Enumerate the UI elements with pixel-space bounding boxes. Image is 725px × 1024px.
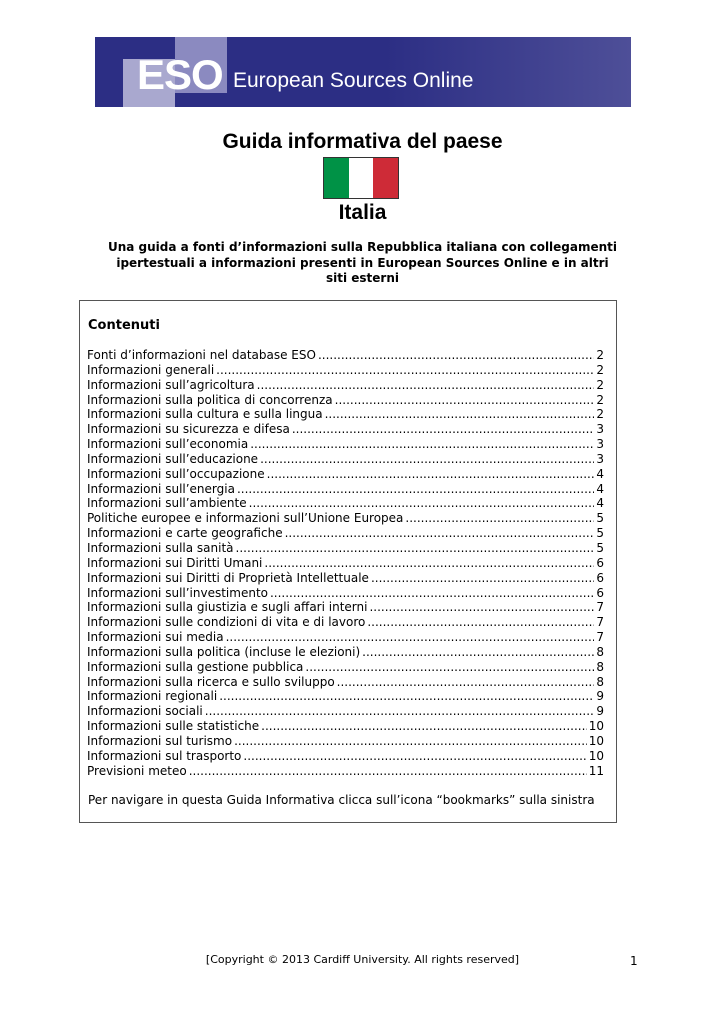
toc-entry-title[interactable]: Informazioni sulla politica (incluse le elezioni) [87,644,361,659]
toc-entry-title[interactable]: Informazioni sull’ambiente [87,496,247,511]
toc-entry-title[interactable]: Politiche europee e informazioni sull’Unione Europea [87,511,404,526]
navigation-note: Per navigare in questa Guida Informativa clicca sull’icona “bookmarks” sulla sinistra [88,793,595,807]
toc-entry[interactable] [87,630,604,645]
toc-entry-page[interactable]: 2 [596,392,604,407]
toc-entry-page[interactable]: 6 [596,555,604,570]
subtitle-line: Una guida a fonti d’informazioni sulla Repubblica italiana con collegamenti [107,240,618,254]
toc-entry-page[interactable]: 8 [596,644,604,659]
toc-entry-page[interactable]: 2 [596,377,604,392]
toc-entry-page[interactable]: 5 [596,540,604,555]
toc-entry-title[interactable]: Informazioni su sicurezza e difesa [87,422,290,437]
toc-entry-title[interactable]: Informazioni sull’economia [87,437,249,452]
toc-entry-title[interactable]: Informazioni sulla sanità [87,540,234,555]
toc-entry[interactable] [87,586,604,601]
toc-entry[interactable] [87,541,604,556]
toc-entry[interactable] [87,704,604,719]
toc-dot-leader [270,586,594,601]
toc-entry[interactable] [87,437,604,452]
toc-entry-page[interactable]: 7 [596,600,604,615]
toc-dot-leader [260,452,594,467]
toc-entry[interactable] [87,764,604,779]
toc-entry-page[interactable]: 2 [596,362,604,377]
toc-entry-page[interactable]: 6 [596,585,604,600]
toc-entry[interactable] [87,378,604,393]
toc-entry-page[interactable]: 4 [596,496,604,511]
toc-dot-leader [367,615,594,630]
toc-entry-page[interactable]: 3 [596,437,604,452]
toc-dot-leader [205,704,595,719]
toc-entry-page[interactable]: 11 [588,763,604,778]
toc-entry-title[interactable]: Informazioni sui Diritti Umani [87,555,263,570]
toc-heading: Contenuti [88,318,160,333]
table-of-contents [79,300,617,823]
toc-entry-title[interactable]: Informazioni sulla politica di concorrenza [87,392,333,407]
toc-entry[interactable] [87,660,604,675]
toc-entry-title[interactable]: Informazioni sulle condizioni di vita e di lavoro [87,615,366,630]
toc-entry[interactable] [87,600,604,615]
toc-entry[interactable] [87,749,604,764]
toc-entry-title[interactable]: Informazioni sul turismo [87,733,233,748]
toc-entry-page[interactable]: 3 [596,451,604,466]
toc-entry[interactable] [87,571,604,586]
toc-dot-leader [257,378,595,393]
page-number: 1 [630,954,638,968]
subtitle [100,240,625,287]
toc-entry-title[interactable]: Informazioni sui Diritti di Proprietà Intellettuale [87,570,369,585]
toc-entry[interactable] [87,675,604,690]
toc-dot-leader [237,482,594,497]
toc-entry-title[interactable]: Informazioni sulla cultura e sulla lingua [87,407,323,422]
toc-entry-title[interactable]: Informazioni sull’educazione [87,451,259,466]
toc-entry-page[interactable]: 10 [588,719,604,734]
toc-entry-page[interactable]: 2 [596,407,604,422]
toc-entry-page[interactable]: 4 [596,481,604,496]
italy-flag-icon [323,157,399,199]
toc-entry-page[interactable]: 9 [596,704,604,719]
toc-entry-page[interactable]: 10 [588,733,604,748]
toc-dot-leader [226,630,595,645]
toc-entry-title[interactable]: Informazioni regionali [87,689,218,704]
toc-entry[interactable] [87,734,604,749]
toc-entry[interactable] [87,526,604,541]
toc-dot-leader [337,675,595,690]
flag-green-stripe [324,158,349,198]
toc-entry-page[interactable]: 10 [588,748,604,763]
flag-red-stripe [373,158,398,198]
toc-dot-leader [234,734,587,749]
toc-dot-leader [371,571,594,586]
toc-entry-title[interactable]: Informazioni sulla giustizia e sugli affari interni [87,600,368,615]
toc-dot-leader [318,348,594,363]
toc-entry-title[interactable]: Informazioni e carte geografiche [87,526,283,541]
toc-entry[interactable] [87,393,604,408]
toc-entry-page[interactable]: 9 [596,689,604,704]
toc-list [87,348,604,778]
toc-entry[interactable] [87,348,604,363]
toc-entry-page[interactable]: 7 [596,630,604,645]
toc-entry[interactable] [87,363,604,378]
toc-entry[interactable] [87,645,604,660]
toc-dot-leader [264,556,594,571]
copyright-footer: [Copyright © 2013 Cardiff University. All rights reserved] [205,953,520,966]
toc-dot-leader [216,363,594,378]
toc-entry-page[interactable]: 8 [596,674,604,689]
subtitle-line: ipertestuali a informazioni presenti in European Sources Online e in altri [116,255,609,270]
toc-entry[interactable] [87,452,604,467]
flag-white-stripe [349,158,374,198]
toc-entry-page[interactable]: 2 [596,348,604,362]
toc-entry-page[interactable]: 4 [596,466,604,481]
toc-dot-leader [292,422,595,437]
toc-entry[interactable] [87,719,604,734]
toc-dot-leader [219,689,594,704]
toc-entry-title[interactable]: Informazioni sulla ricerca e sullo sviluppo [87,674,335,689]
toc-dot-leader [325,407,595,422]
toc-dot-leader [405,511,594,526]
eso-logo: ESO [137,51,223,98]
toc-entry[interactable] [87,407,604,422]
toc-entry-page[interactable]: 6 [596,570,604,585]
toc-entry-title[interactable]: Previsioni meteo [87,763,187,778]
toc-dot-leader [250,437,594,452]
toc-entry-page[interactable]: 5 [596,526,604,541]
subtitle-line: siti esterni [325,271,399,285]
toc-entry-title[interactable]: Informazioni sui media [87,630,224,645]
toc-entry-title[interactable]: Informazioni sul trasporto [87,748,242,763]
toc-dot-leader [362,645,594,660]
toc-entry[interactable] [87,511,604,526]
toc-dot-leader [267,467,595,482]
toc-entry[interactable] [87,496,604,511]
toc-entry-title[interactable]: Informazioni sull’agricoltura [87,377,255,392]
toc-entry-title[interactable]: Informazioni sull’occupazione [87,466,265,481]
toc-entry-title[interactable]: Informazioni sull’investimento [87,585,268,600]
toc-entry[interactable] [87,689,604,704]
country-name: Italia [338,201,387,224]
toc-entry[interactable] [87,556,604,571]
toc-dot-leader [236,541,595,556]
eso-banner [95,37,631,107]
toc-entry-title[interactable]: Informazioni sociali [87,704,203,719]
toc-entry[interactable] [87,467,604,482]
toc-dot-leader [249,496,595,511]
toc-dot-leader [189,764,587,779]
toc-entry-title[interactable]: Informazioni sulla gestione pubblica [87,659,304,674]
toc-dot-leader [285,526,595,541]
toc-entry[interactable] [87,615,604,630]
toc-entry-title[interactable]: Fonti d’informazioni nel database ESO [87,348,316,362]
toc-dot-leader [369,600,594,615]
toc-entry-page[interactable]: 5 [596,511,604,526]
toc-entry[interactable] [87,422,604,437]
toc-dot-leader [243,749,586,764]
toc-entry-title[interactable]: Informazioni generali [87,362,215,377]
banner-title: European Sources Online [233,69,474,92]
toc-dot-leader [305,660,594,675]
toc-entry-page[interactable]: 3 [596,422,604,437]
toc-dot-leader [335,393,595,408]
toc-dot-leader [261,719,587,734]
page-title: Guida informativa del paese [222,130,503,153]
toc-entry-title[interactable]: Informazioni sull’energia [87,481,235,496]
toc-entry-title[interactable]: Informazioni sulle statistiche [87,719,260,734]
toc-entry-page[interactable]: 7 [596,615,604,630]
toc-entry-page[interactable]: 8 [596,659,604,674]
toc-entry[interactable] [87,482,604,497]
